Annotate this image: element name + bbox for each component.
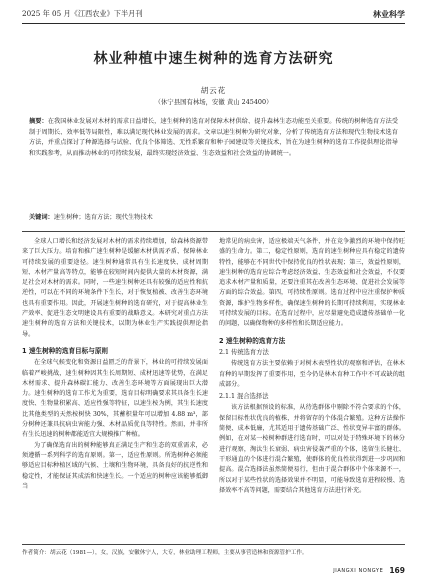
subsection-2-1-1-paragraph: 该方法根据预设的标准，从待选群体中剔除不符合要求的个体，保留目标性状优良的植株，并将留存的个体混合繁殖。这种方法操作简便、成本低廉，尤其适用于遗传基础广泛、性状变异丰富的群体。例如，在对某一桉树种群进行选育时，可以对处于特殊环境下的林分进行观察，淘汰生长衰弱、病虫害侵袭严重的个体，选留生长健壮、干形通直的个体进行混合繁殖，使群体的优良性状得到进一步巩固和提高。混合选择法虽然简便易行，但由于混合群体中个体来源不一，所以对于某些性状的选择效果并不明显，可能导致选育进程较慢、选择效率不高等问题，需要结合其他选育方法进行补充。 — [219, 404, 405, 494]
right-column — [219, 237, 405, 496]
keywords-text: 速生树种；选育方法；现代生物技术 — [53, 214, 153, 221]
journal-site: JIANGXI NONGYE — [333, 567, 384, 574]
left-column — [22, 237, 208, 492]
keywords-label: 关键词： — [29, 214, 54, 221]
subsection-2-1-heading: 2.1 传统选育方法 — [219, 348, 269, 356]
page-number: 169 — [389, 566, 405, 575]
paper-title: 林业种植中速生树种的选育方法研究 — [93, 51, 334, 67]
section-1-heading: 1 速生树种的选育目标与原则 — [22, 346, 109, 355]
abstract-rule — [22, 231, 405, 232]
abstract-text: 在我国林业发展对木材的需求日益增长，速生树种的选育对保障木材供给、提升森林生态功能至关重要。传统的树种选育方法受制于周期长、效率低等局限性，难以满足现代林业发展的需求。文章以速生树种为研究对象，分析了传统选育方法和现代生物技术选育方法，并重点探讨了种源选择与试验、优良个体筛选、无性系繁育和种子园建设等关键技术，旨在为速生树种的选育工作提供理论指导和实践参考，从而推动林业的可持续发展，最终实现经济效益、生态效益和社会效益的协调统一。 — [29, 118, 399, 157]
section-2-heading: 2 速生树种的选育方法 — [219, 336, 286, 345]
page-footer — [333, 566, 405, 575]
running-header — [22, 7, 405, 21]
continued-paragraph: 地常见的病虫害，适应极端天气条件，并在竞争激烈的环境中保持旺盛的生命力。第二，稳定性原则，选育的速生树种应具有稳定的遗传特性，能够在不同世代中保持优良的性状表现；第三，效益性原则，速生树种的选育应综合考虑经济效益、生态效益和社会效益，不仅要追求木材产量和质量，还要注重其在改善生态环境、促进社会发展等方面的综合效益。第四，可持续性原则。选育过程中应注重保护种质资源，维护生物多样性，确保速生树种的长期可持续利用，实现林业可持续发展的目标。在选育过程中，应尽量避免造成遗传基础单一化的问题，以确保物种的多样性和长期适应能力。 — [219, 238, 405, 328]
section-1-paragraph-2: 为了确保选育出的树种能够真正满足生产和生态的双重需求，必须遵循一系列科学的选育原则。第一，适应性原则。所选树种必须能够适应目标种植区域的气候、土壤和生物环境，具备良好的抗逆性和稳定性，才能保证其成活和快速生长。一个适应的树种应该能够抵御当 — [22, 441, 208, 490]
header-rule — [22, 23, 405, 24]
author-bio-footnote: 作者简介：胡云花（1981—），女，汉族，安徽休宁人，大专，林业助理工程师，主要从事营造林和资源管护工作。 — [22, 550, 308, 556]
journal-section: 林业科学 — [373, 9, 405, 19]
subsection-2-1-1-heading: 2.1.1 混合选择法 — [219, 393, 269, 401]
section-1-paragraph-1: 在全球气候变化和资源日益匮乏的背景下，林业的可持续发展面临着严峻挑战，速生树种因其生长周期短、成材迅速等优势，在满足木材需求、提升森林碳汇能力、改善生态环境等方面展现出巨大潜力。速生树种的选育工作尤为重要，选育目标明确要求其具备生长速度快、生物量积累高、适应性强等特征，以速生桉为例，其生长速度比其他类型的天然桉树快 30%，其蓄积量年可以增加 4.88 m³，部分树种还兼具抗病虫害能力强、木材品质优良等特性。然而，并非所有生长迅速的树种都能适宜大规模推广种植。 — [22, 359, 208, 439]
author-name: 胡云花 — [200, 86, 227, 95]
abstract-label: 摘要： — [29, 118, 48, 125]
abstract — [29, 117, 398, 159]
keywords — [29, 212, 398, 221]
intro-paragraph: 全球人口增长和经济发展对木材的需求持续增加，给森林资源带来了巨大压力。培育和推广速生树种是缓解木材供需矛盾、保障林业可持续发展的重要途径。速生树种通常具有生长速度快、成材周期短、木材产量高等特点，能够在较短时间内提供大量的木材资源，满足社会对木材的需求。同时，一些速生树种还具有较强的适应性和抗逆性，可以在不同的环境条件下生长，对于恢复植被、改善生态环境也具有重要作用。因此，开展速生树种的选育研究，对于提高林业生产效率、促进生态文明建设具有重要的战略意义。本研究对重点方法速生树种的选育方法和关键技术，以期为林业生产实践提供理论指导。 — [22, 238, 208, 338]
subsection-2-1-paragraph: 传统选育方法主要依赖于对树木表型性状的观察和评估，在林木育种的早期发挥了重要作用，至今仍是林木育种工作中不可或缺的组成部分。 — [219, 360, 405, 388]
footnote-rule — [22, 544, 405, 545]
author-affiliation: （休宁县国有林场，安徽 黄山 245400） — [154, 98, 273, 106]
issue-info: 2025 年 05 月《江西农业》下半月刊 — [22, 9, 143, 18]
